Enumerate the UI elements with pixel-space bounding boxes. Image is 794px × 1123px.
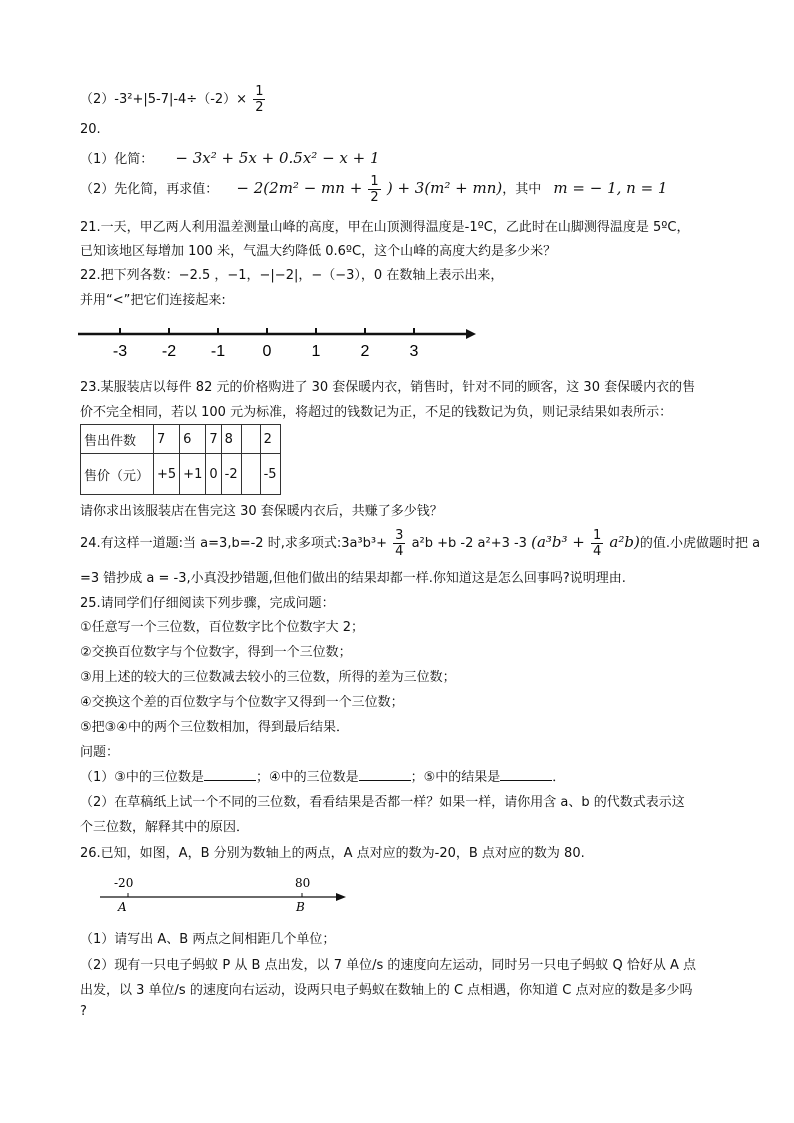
q26-part2-line1: （2）现有一只电子蚂蚁 P 从 B 点出发，以 7 单位/s 的速度向左运动，同时另一只电子蚂蚁 Q 恰好从 A 点: [80, 958, 697, 973]
q25-part2-line1: （2）在草稿纸上试一个不同的三位数，看看结果是否都一样？如果一样，请你用含 a、b 的代数式表示这: [80, 795, 685, 810]
q23-line3: 请你求出该服装店在售完这 30 套保暖内衣后，共赚了多少钱？: [80, 504, 443, 519]
q24-paren-b: a²b): [609, 533, 640, 551]
table-cell: 7: [206, 425, 221, 454]
table-cell: +5: [154, 454, 180, 495]
q22-line1: 22.把下列各数：−2.5 ，−1，−|−2|，−（−3），0 在数轴上表示出来，: [80, 268, 504, 283]
q24-line1: [80, 528, 760, 559]
q20-part2-expr-a: − 2(2m² − mn +: [236, 179, 363, 197]
q19-part2-expr: -3²+|5-7|-4÷（-2）×: [114, 92, 248, 107]
table-cell: +1: [180, 454, 206, 495]
q20-part2-tail: ，其中: [502, 182, 542, 197]
q24-text-b: a²b +b -2 a²+3 -3: [411, 536, 527, 551]
point-b-value: 80: [295, 876, 311, 890]
q26-part2-line2: 出发，以 3 单位/s 的速度向右运动，设两只电子蚂蚁在数轴上的 C 点相遇，你知道 C 点对应的数是多少吗: [80, 983, 693, 998]
q25-step: ③用上述的较大的三位数减去较小的三位数，所得的差为三位数；: [80, 670, 456, 685]
q25-part1-c: ；⑤中的结果是: [410, 770, 501, 785]
table-cell: 6: [180, 425, 206, 454]
q19-part2: [80, 84, 267, 115]
q25-part2-line2: 个三位数，解释其中的原因．: [80, 820, 250, 835]
q25-step: ④交换这个差的百位数字与个位数字又得到一个三位数；: [80, 695, 404, 710]
q22-number-line: [70, 318, 490, 368]
answer-blank[interactable]: [359, 768, 411, 781]
table-cell: 8: [221, 425, 241, 454]
number-line-tick-label: 1: [311, 343, 321, 360]
number-line-tick-label: 3: [409, 343, 419, 360]
q24-text-c: 的值.小虎做题时把 a: [639, 536, 761, 551]
q25-question-label: 问题：: [80, 745, 120, 760]
q25-intro: 25.请同学们仔细阅读下列步骤，完成问题：: [80, 596, 335, 611]
q23-sales-table: [80, 424, 281, 495]
number-line-tick-label: -1: [210, 343, 226, 360]
q26-part1: （1）请写出 A、B 两点之间相距几个单位；: [80, 932, 336, 947]
q23-line2: 价不完全相同，若以 100 元为标准，将超过的钱数记为正，不足的钱数记为负，则记录结果如表所示：: [80, 405, 673, 420]
table-cell: -5: [260, 454, 280, 495]
table-cell: [241, 454, 260, 495]
number-line-tick-label: 0: [262, 343, 272, 360]
q26-line1: 26.已知，如图，A，B 分别为数轴上的两点，A 点对应的数为-20，B 点对应的数为 80.: [80, 846, 585, 861]
q24-paren-a: (a³b³ +: [531, 533, 585, 551]
number-line-tick-label: -2: [161, 343, 177, 360]
table-row: [81, 454, 281, 495]
point-b-label: B: [296, 900, 305, 914]
number-line-arrow: [466, 329, 476, 339]
q20-part1-expr: − 3x² + 5x + 0.5x² − x + 1: [175, 149, 380, 167]
table-row-header: 售出件数: [81, 425, 154, 454]
table-cell: 0: [206, 454, 221, 495]
q20-part2-label: （2）先化简，再求值：: [80, 182, 219, 197]
q25-step: ⑤把③④中的两个三位数相加，得到最后结果．: [80, 720, 349, 735]
answer-blank[interactable]: [500, 768, 552, 781]
answer-blank[interactable]: [204, 768, 256, 781]
q19-part2-label: （2）: [80, 92, 115, 107]
q24-fraction-1: $\frac{3}{4}$: [395, 528, 404, 559]
q25-part1-a: （1）③中的三位数是: [80, 770, 204, 785]
q22-line2: 并用“<”把它们连接起来:: [80, 293, 226, 308]
q24-line2: =3 错抄成 a = -3,小真没抄错题,但他们做出的结果却都一样.你知道这是怎么回事吗?说明理由.: [80, 571, 626, 586]
table-row: [81, 425, 281, 454]
table-cell: 7: [154, 425, 180, 454]
table-cell: 2: [260, 425, 280, 454]
q20-number: 20.: [80, 122, 101, 137]
q23-line1: 23.某服装店以每件 82 元的价格购进了 30 套保暖内衣，销售时，针对不同的顾客，这 30 套保暖内衣的售: [80, 380, 696, 395]
q25-part1: [80, 766, 565, 785]
number-line-arrow: [336, 893, 346, 901]
point-a-label: A: [118, 900, 127, 914]
q24-text-a: 24.有这样一道题:当 a=3,b=-2 时,求多项式:3a³b³+: [80, 536, 388, 551]
q25-part1-b: ；④中的三位数是: [255, 770, 359, 785]
q25-part1-end: ．: [552, 770, 566, 785]
q25-step: ②交换百位数字与个位数字，得到一个三位数；: [80, 645, 352, 660]
q26-number-line: [96, 873, 356, 915]
q19-fraction: $\frac{1}{2}$: [255, 84, 264, 115]
q20-part2: [80, 174, 667, 205]
point-a-value: -20: [114, 876, 134, 890]
table-cell: [241, 425, 260, 454]
q20-part1-label: （1）化简：: [80, 152, 154, 167]
number-line-tick-label: 2: [360, 343, 370, 360]
q20-part2-values: m = − 1, n = 1: [553, 179, 668, 197]
table-row-header: 售价（元）: [81, 454, 154, 495]
q20-part1: [80, 148, 380, 167]
q21-line2: 已知该地区每增加 100 米，气温大约降低 0.6ºC，这个山峰的高度大约是多少米？: [80, 244, 557, 259]
q26-part2-line3: ?: [80, 1004, 87, 1019]
q24-fraction-2: $\frac{1}{4}$: [593, 528, 602, 559]
table-cell: -2: [221, 454, 241, 495]
q20-fraction: $\frac{1}{2}$: [370, 174, 379, 205]
q25-step: ①任意写一个三位数，百位数字比个位数字大 2；: [80, 620, 365, 635]
number-line-tick-label: -3: [112, 343, 128, 360]
q21-line1: 21.一天，甲乙两人利用温差测量山峰的高度，甲在山顶测得温度是-1ºC，乙此时在山脚测得温度是 5ºC，: [80, 220, 690, 235]
q20-part2-expr-b: ) + 3(m² + mn): [386, 179, 503, 197]
